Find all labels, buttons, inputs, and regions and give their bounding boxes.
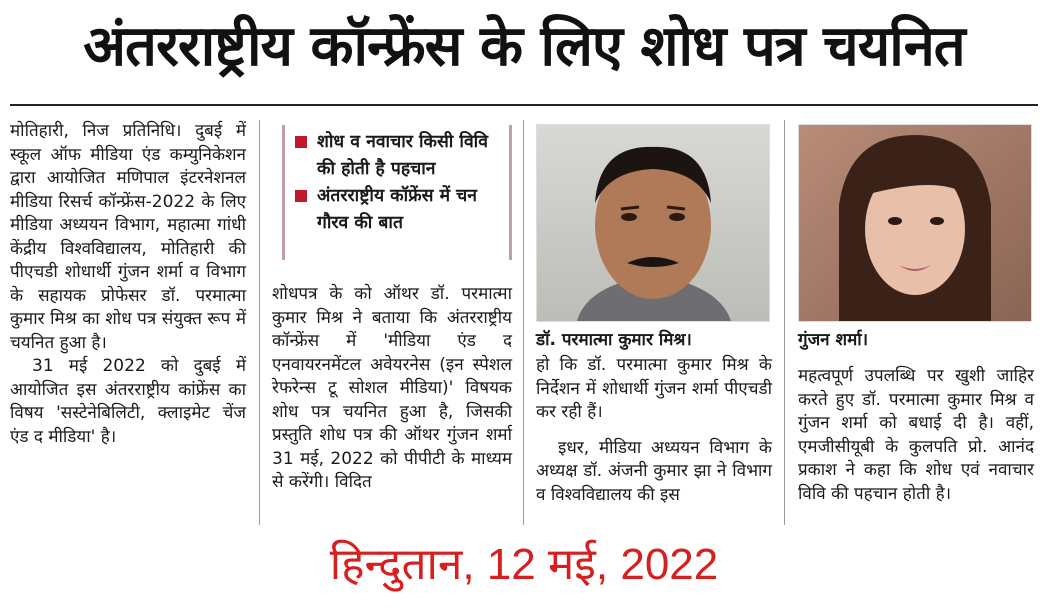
photo-caption-gunjan: गुंजन शर्मा। <box>798 330 869 350</box>
headline: अंतरराष्ट्रीय कॉन्फ्रेंस के लिए शोध पत्र चयनित <box>83 14 965 79</box>
column-divider <box>259 120 260 525</box>
highlight-point-2 <box>295 183 499 237</box>
column-4-paragraph: महत्वपूर्ण उपलब्धि पर खुशी जाहिर करते हुए डॉ. परमात्मा कुमार मिश्र व गुंजन शर्मा को बधाई दी है। वहीं, एमजीसीयूबी के कुलपति प्रो. आनंद प्रकाश ने कहा कि शोध एवं नवाचार विवि की पहचान होती है। <box>798 366 1034 504</box>
headline-rule <box>10 104 1038 106</box>
portrait-photo-gunjan <box>798 124 1032 322</box>
photo-caption-parmatma: डॉ. परमात्मा कुमार मिश्र। <box>536 330 692 350</box>
column-3-paragraph-2: इधर, मीडिया अध्ययन विभाग के अध्यक्ष डॉ. अंजनी कुमार झा ने विभाग व विश्वविद्यालय की इस <box>536 437 772 505</box>
column-1-paragraph-1: मोतिहारी, निज प्रतिनिधि। दुबई में स्कूल ऑफ मीडिया एंड कम्युनिकेशन द्वारा आयोजित मणिपाल इंटरनेशनल मीडिया रिसर्च कॉन्फ्रेंस-2022 के लिए मीडिया अध्ययन विभाग, महात्मा गांधी केंद्रीय विश्वविद्यालय, मोतिहारी की पीएचडी शोधार्थी गुंजन शर्मा व विभाग के सहायक प्रोफेसर डॉ. परमात्मा कुमार मिश्र का शोध पत्र संयुक्त रूप में चयनित हुआ है। <box>10 121 246 353</box>
column-divider <box>523 120 524 525</box>
column-1 <box>10 120 246 449</box>
column-2 <box>272 283 512 495</box>
column-2-paragraph: शोधपत्र के को ऑथर डॉ. परमात्मा कुमार मिश्र ने बताया कि अंतरराष्ट्रीय कॉन्फ्रेंस में 'मीडिया एंड द एनवायरनमेंटल अवेयरनेस (इन स्पेशल रेफरेन्स टू सोशल मीडिया)' विषयक शोध पत्र चयनित हुआ है, जिसकी प्रस्तुति शोध पत्र की ऑथर गुंजन शर्मा 31 मई, 2022 को पीपीटी के माध्यम से करेंगी। विदित <box>272 284 512 492</box>
column-4 <box>798 365 1034 506</box>
highlight-box <box>282 125 512 260</box>
highlight-point-1 <box>295 129 499 183</box>
highlight-point-2-text: अंतरराष्ट्रीय कॉफ्रेंस में चन गौरव की बात <box>317 186 477 233</box>
column-3 <box>536 354 772 507</box>
column-divider <box>784 120 785 525</box>
column-1-paragraph-2: 31 मई 2022 को दुबई में आयोजित इस अंतरराष्ट्रीय कांफ्रेंस का विषय 'सस्टेनेबिलिटी, क्लाइमेट चेंज एंड द मीडिया' है। <box>10 356 246 447</box>
square-bullet-icon <box>295 136 307 148</box>
source-dateline: हिन्दुतान, 12 मई, 2022 <box>329 540 719 589</box>
woman-portrait-image <box>799 125 1031 321</box>
highlight-point-1-text: शोध व नवाचार किसी विवि की होती है पहचान <box>317 132 488 179</box>
man-portrait-image <box>537 125 769 321</box>
column-3-paragraph-1: हो कि डॉ. परमात्मा कुमार मिश्र के निर्देशन में शोधार्थी गुंजन शर्मा पीएचडी कर रही हैं। <box>536 355 772 422</box>
square-bullet-icon <box>295 190 307 202</box>
portrait-photo-parmatma <box>536 124 770 322</box>
